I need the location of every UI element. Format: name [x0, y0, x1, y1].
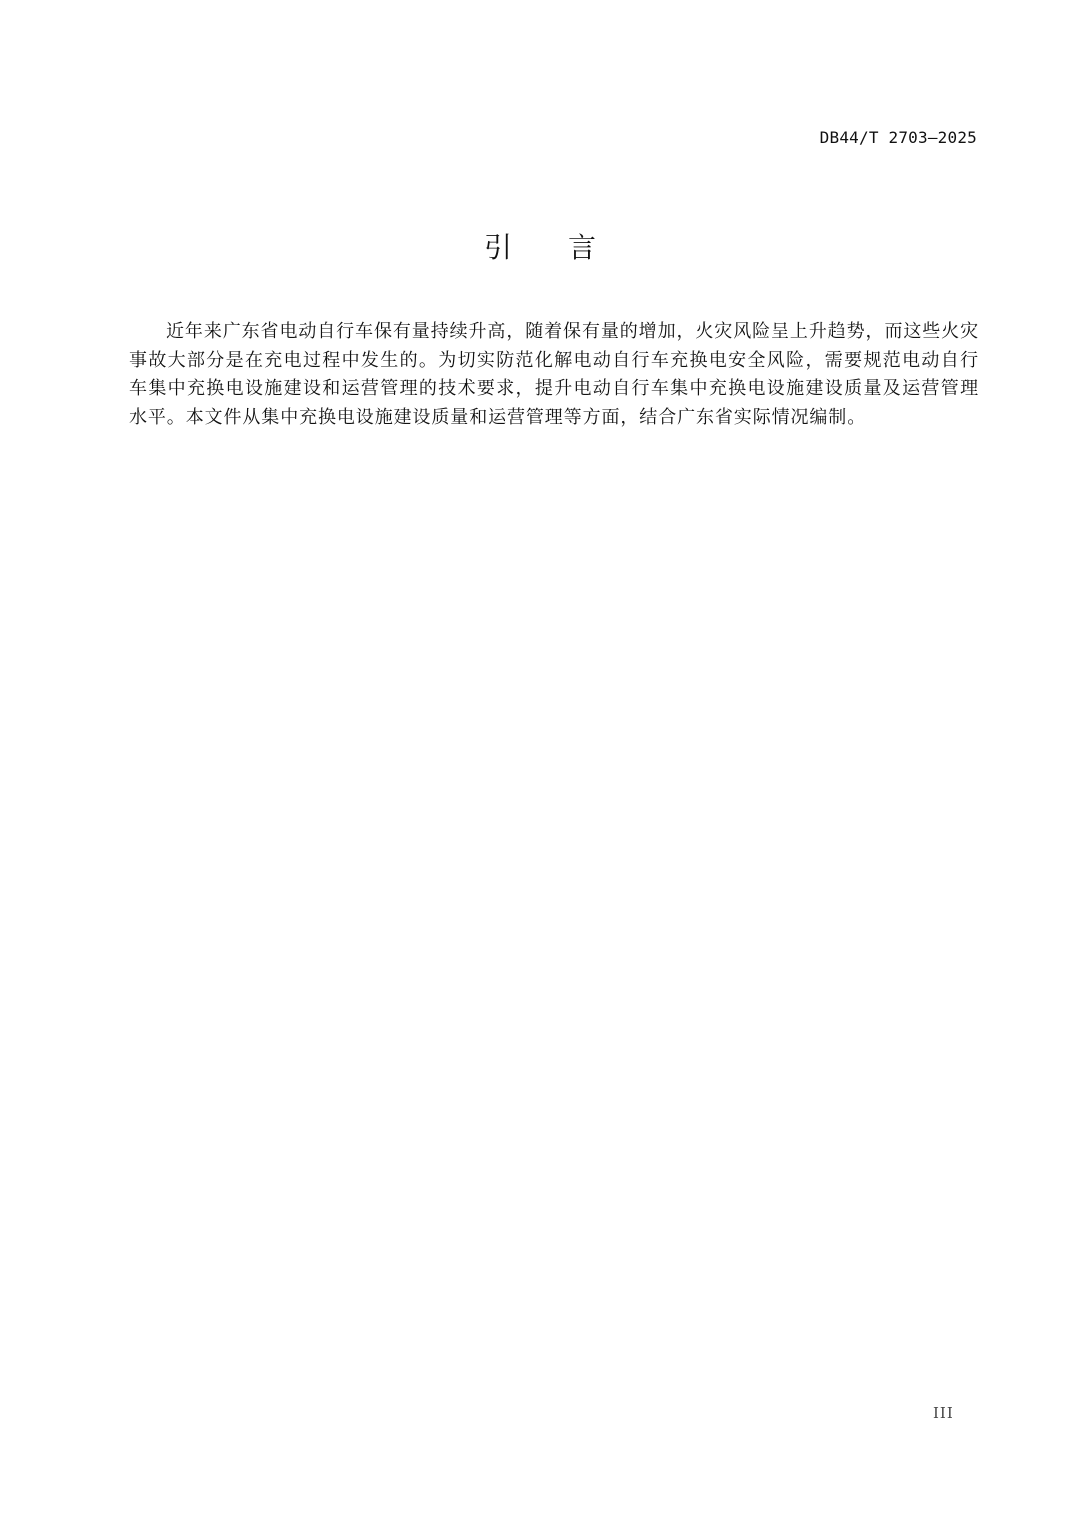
page-number: III [933, 1404, 954, 1422]
standard-code: DB44/T 2703—2025 [819, 128, 977, 147]
section-title [0, 226, 1080, 266]
introduction-paragraph: 近年来广东省电动自行车保有量持续升高，随着保有量的增加，火灾风险呈上升趋势，而这些火灾事故大部分是在充电过程中发生的。为切实防范化解电动自行车充换电安全风险，需要规范电动自行车集中充换电设施建设和运营管理的技术要求，提升电动自行车集中充换电设施建设质量及运营管理水平。本文件从集中充换电设施建设质量和运营管理等方面，结合广东省实际情况编制。 [129, 321, 979, 428]
section-title-char-2: 言 [568, 231, 597, 264]
section-title-char-1: 引 [483, 231, 512, 264]
